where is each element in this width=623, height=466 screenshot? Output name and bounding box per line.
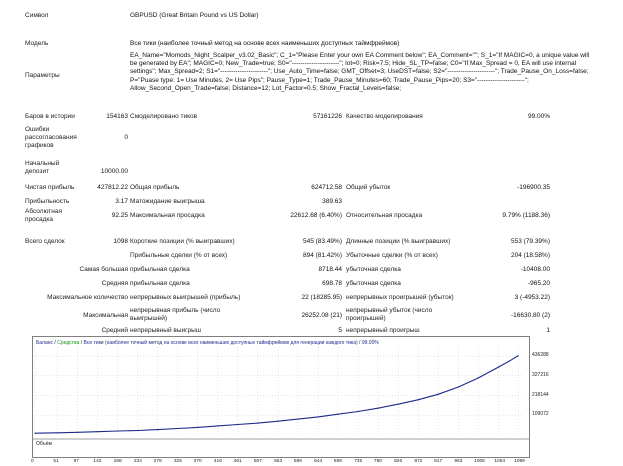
short-pos-value: 545 (83.49%): [302, 238, 342, 245]
max-amount-wins-label: непрерывная прибыль (число выигрышей): [130, 307, 221, 322]
x-tick-label: 872: [414, 459, 423, 464]
x-tick-label: 1054: [494, 459, 506, 464]
loss-trades-value: 204 (18.58%): [510, 252, 550, 259]
short-pos-label: Короткие позиции (% выигравших): [130, 238, 235, 245]
loss-trades-label: Убыточные сделки (% от всех): [346, 252, 438, 259]
y-tick-label: 218144: [532, 391, 549, 398]
largest-profit-value: 8718.44: [318, 266, 342, 273]
avg-consec-label: Средний: [101, 327, 128, 334]
max-drawdown-value: 22612.68 (6.40%): [290, 212, 342, 219]
errors-value: 0: [124, 134, 128, 141]
chart-plot: [33, 337, 529, 457]
balance-point: [157, 429, 158, 430]
balance-point: [257, 423, 258, 424]
average-label: Средняя: [101, 280, 128, 287]
x-tick-label: 234: [133, 459, 142, 464]
balance-point: [237, 424, 238, 425]
balance-point: [458, 386, 459, 387]
profit-trades-value: 894 (81.42%): [302, 252, 342, 259]
y-tick-label: 327216: [532, 371, 549, 378]
balance-point: [177, 428, 178, 429]
ticks-value: 57161226: [313, 113, 342, 120]
deposit-label: Начальный депозит: [25, 160, 60, 175]
bars-label: Баров в истории: [25, 113, 75, 120]
avg-consec-wins-value: 5: [338, 327, 342, 334]
balance-point: [318, 416, 319, 417]
legend-balance: Баланс: [36, 340, 54, 346]
expected-payoff-value: 389.63: [322, 198, 342, 205]
x-tick-label: 507: [253, 459, 262, 464]
x-tick-label: 735: [354, 459, 363, 464]
deposit-value: 10000.00: [100, 168, 128, 175]
max-count-wins-label: непрерывных выигрышей (прибыль): [130, 294, 241, 301]
x-tick-label: 370: [193, 459, 202, 464]
balance-point: [57, 432, 58, 433]
y-tick-label: 109072: [532, 411, 549, 418]
largest-loss-value: -10408.00: [520, 266, 550, 273]
x-tick-label: 325: [173, 459, 182, 464]
balance-point: [197, 427, 198, 428]
x-tick-label: 188: [113, 459, 122, 464]
x-tick-label: 644: [314, 459, 323, 464]
balance-point: [377, 408, 378, 409]
net-profit-value: 427812.22: [97, 184, 128, 191]
gross-profit-value: 624712.58: [311, 184, 342, 191]
largest-profit-label: прибыльная сделка: [130, 266, 190, 273]
max-drawdown-label: Максимальная просадка: [130, 212, 205, 219]
rel-drawdown-value: 9.79% (1188.36): [502, 212, 550, 219]
chart-legend: Баланс / Средства / Все тики (наиболее точный метод на основе всех наименьших доступных таймфреймов для генерации каждого тика) / 99.00%: [36, 340, 379, 346]
rel-drawdown-label: Относительная просадка: [346, 212, 423, 219]
balance-point: [358, 411, 359, 412]
errors-label: Ошибки рассогласования графиков: [25, 126, 77, 149]
x-tick-label: 689: [333, 459, 342, 464]
params-value: EA_Name="Momods_Night_Scalper_v3.02_Basic"; C_1="Please Enter your own EA Comment below"; EA_Comment=""; S_1="If MAGIC=0, a unique value will be generated by EA"; MAGIC=0; New_Trade=true; S0="----------------------"; lot=0; Risk=7.5; Hide_SL_TP=false; C0="If Max_Spread = 0, EA will use internal settings"; Max_Spread=2; S1="----------------------"; Use_Auto_Time=false; GMT_Offset=3; UseDST=false; S2="----------------------"; Trade_Pause_On_Loss=false; P="Puase type: 1= Use Minutes, 2= Use Pips"; Pause_Type=1; Trade_Pause_Minutes=60; Trade_Pause_Pips=20; S3="----------------------"; Allow_Second_Open_Trade=false; Distance=12; Lot_Factor=0.5; Show_Fractal_Levels=false;: [130, 52, 590, 92]
model-label: Модель: [25, 40, 49, 47]
avg-consec-wins-label: непрерывный выигрыш: [130, 327, 202, 334]
x-tick-label: 51: [53, 459, 59, 464]
x-tick-label: 97: [73, 459, 79, 464]
gross-loss-value: -196900.35: [517, 184, 550, 191]
balance-point: [438, 394, 439, 395]
max-count-wins-value: 22 (18285.95): [301, 294, 342, 301]
balance-point: [478, 377, 479, 378]
y-tick-label: 436288: [532, 352, 549, 358]
largest-loss-label: убыточная сделка: [346, 266, 401, 273]
x-tick-label: 917: [434, 459, 443, 464]
balance-point: [398, 404, 399, 405]
x-tick-label: 553: [274, 459, 283, 464]
quality-value: 99.00%: [527, 113, 550, 120]
max-amount-losses-value: -16630.80 (2): [510, 312, 550, 319]
balance-point: [77, 432, 78, 433]
balance-point: [418, 399, 419, 400]
max-amount-label: Максимальная: [83, 312, 128, 319]
abs-drawdown-value: 92.25: [111, 212, 128, 219]
x-tick-label: 1099: [514, 459, 525, 464]
balance-line: [35, 356, 518, 434]
model-value: Все тики (наиболее точный метод на основе всех наименьших доступных таймфреймов): [130, 40, 400, 47]
max-count-label: Максимальное количество: [47, 294, 128, 301]
max-count-losses-label: непрерывных проигрышей (убыток): [346, 294, 454, 301]
average-loss-value: -965.20: [527, 280, 550, 287]
symbol-label: Символ: [25, 12, 49, 19]
balance-point: [117, 430, 118, 431]
net-profit-label: Чистая прибыль: [25, 184, 75, 191]
total-trades-value: 1098: [113, 238, 128, 245]
balance-point: [518, 355, 519, 356]
x-tick-label: 279: [153, 459, 162, 464]
ticks-label: Смоделировано тиков: [130, 113, 198, 120]
symbol-value: GBPUSD (Great Britain Pound vs US Dollar): [130, 12, 259, 19]
average-loss-label: убыточная сделка: [346, 280, 401, 287]
balance-point: [278, 421, 279, 422]
x-tick-label: 826: [394, 459, 403, 464]
balance-point: [498, 367, 499, 368]
expected-payoff-label: Матожидание выигрыша: [130, 198, 205, 205]
x-tick-label: 598: [293, 459, 302, 464]
x-tick-label: 461: [233, 459, 242, 464]
balance-point: [509, 360, 510, 361]
x-tick-label: 142: [93, 459, 102, 464]
total-trades-label: Всего сделок: [25, 238, 65, 245]
legend-equity: Средства: [57, 340, 80, 346]
max-amount-losses-label: непрерывный убыток (число проигрышей): [346, 307, 433, 322]
balance-point: [97, 431, 98, 432]
profit-trades-label: Прибыльные сделки (% от всех): [130, 252, 228, 259]
bars-value: 154163: [106, 113, 128, 120]
abs-drawdown-label: Абсолютная просадка: [25, 208, 63, 223]
x-tick-label: 780: [373, 459, 382, 464]
balance-point: [297, 419, 298, 420]
average-profit-label: прибыльная сделка: [130, 280, 190, 287]
x-tick-label: 0: [31, 459, 34, 464]
x-tick-label: 963: [454, 459, 463, 464]
profit-factor-label: Прибыльность: [25, 198, 70, 205]
balance-point: [217, 425, 218, 426]
average-profit-value: 698.78: [322, 280, 342, 287]
legend-model: Все тики (наиболее точный метод на основе всех наименьших доступных таймфреймов для генерации каждого тика) / 99.00%: [83, 340, 379, 346]
x-tick-label: 1008: [474, 459, 485, 464]
balance-chart: [32, 336, 530, 458]
gross-loss-label: Общий убыток: [346, 184, 391, 191]
avg-consec-losses-label: непрерывный проигрыш: [346, 327, 420, 334]
params-label: Параметры: [25, 72, 60, 79]
gross-profit-label: Общая прибыль: [130, 184, 180, 191]
profit-factor-value: 3.17: [115, 198, 128, 205]
max-amount-wins-value: 26252.08 (21): [301, 312, 342, 319]
volume-label: Объём: [36, 441, 52, 447]
avg-consec-losses-value: 1: [546, 327, 550, 334]
largest-label: Самая большая: [79, 266, 128, 273]
balance-point: [34, 433, 35, 434]
balance-point: [137, 430, 138, 431]
x-tick-label: 416: [213, 459, 222, 464]
max-count-losses-value: 3 (-4953.22): [514, 294, 550, 301]
long-pos-label: Длинные позиции (% выигравших): [346, 238, 451, 245]
quality-label: Качество моделирования: [346, 113, 423, 120]
long-pos-value: 553 (79.39%): [510, 238, 550, 245]
balance-point: [337, 414, 338, 415]
